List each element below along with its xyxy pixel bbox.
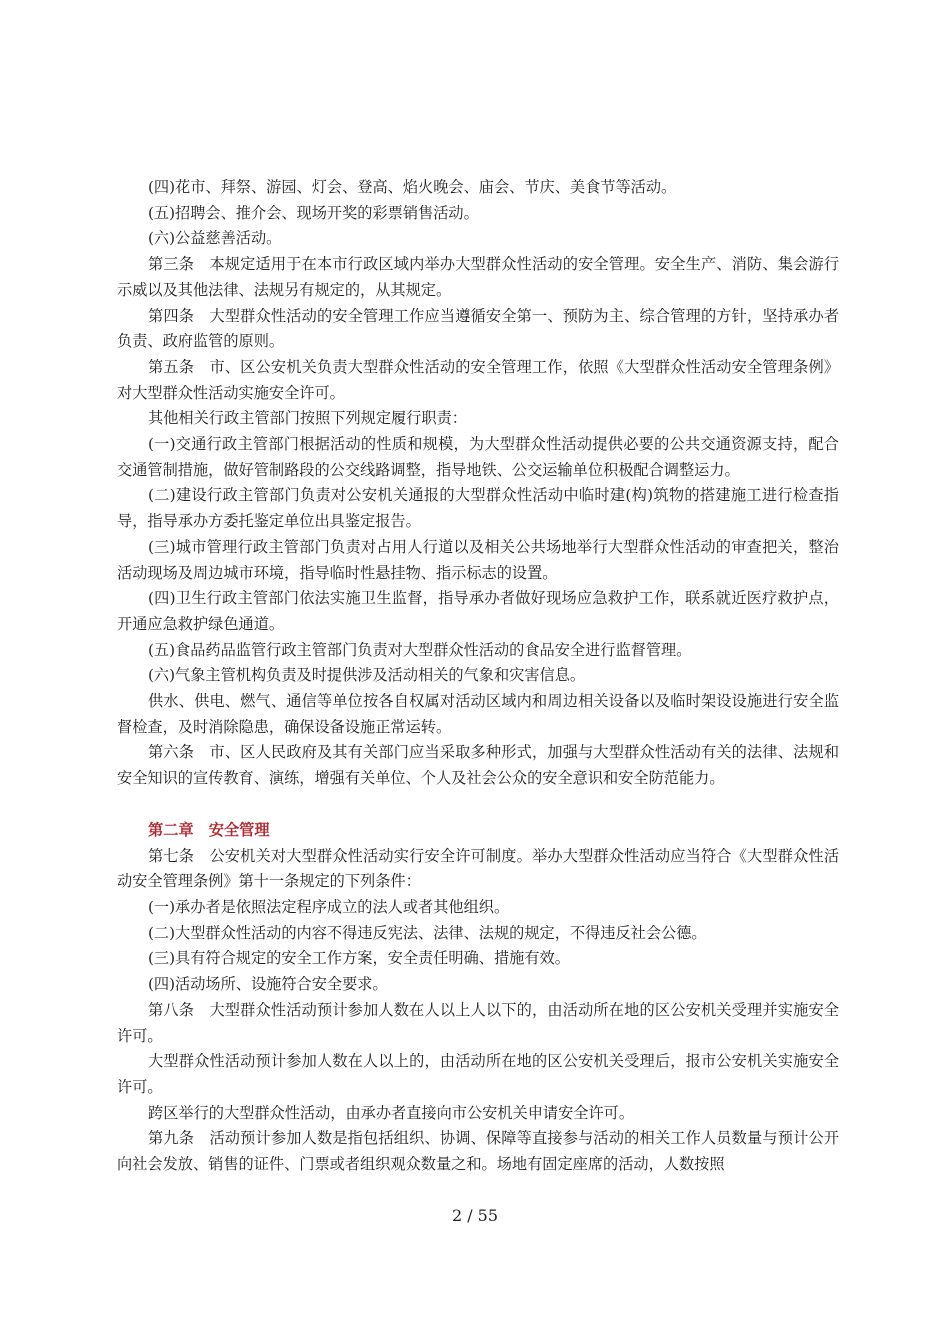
paragraph: (六)公益慈善活动。 [148,229,282,248]
paragraph: 跨区举行的大型群众性活动，由承办者直接向市公安机关申请安全许可。 [148,1103,634,1122]
paragraph: 第五条 市、区公安机关负责大型群众性活动的安全管理工作，依照《大型群众性活动安全管理条例》对大型群众性活动实施安全许可。 [117,357,839,402]
paragraph: 第四条 大型群众性活动的安全管理工作应当遵循安全第一、预防为主、综合管理的方针，坚持承办者负责、政府监管的原则。 [117,306,839,351]
paragraph: 第六条 市、区人民政府及其有关部门应当采取多种形式，加强与大型群众性活动有关的法律、法规和安全知识的宣传教育、演练，增强有关单位、个人及社会公众的安全意识和安全防范能力。 [117,743,839,788]
paragraph: (四)花市、拜祭、游园、灯会、登高、焰火晚会、庙会、节庆、美食节等活动。 [148,178,677,196]
paragraph: 第七条 公安机关对大型群众性活动实行安全许可制度。举办大型群众性活动应当符合《大型群众性活动安全管理条例》第十一条规定的下列条件： [117,846,839,891]
paragraph: 其他相关行政主管部门按照下列规定履行职责： [148,409,467,428]
paragraph: (一)交通行政主管部门根据活动的性质和规模，为大型群众性活动提供必要的公共交通资源支持，配合交通管制措施，做好管制路段的公交线路调整，指导地铁、公交运输单位积极配合调整运力。 [117,435,839,479]
paragraph: (四)卫生行政主管部门依法实施卫生监督，指导承办者做好现场应急救护工作，联系就近医疗救护点，开通应急救护绿色通道。 [117,589,839,633]
section-spacer [117,792,839,818]
paragraph: (五)食品药品监管行政主管部门负责对大型群众性活动的食品安全进行监督管理。 [148,640,692,659]
paragraph: (二)大型群众性活动的内容不得违反宪法、法律、法规的规定，不得违反社会公德。 [148,923,707,942]
paragraph: (六)气象主管机构负责及时提供涉及活动相关的气象和灾害信息。 [148,666,586,685]
paragraph: (五)招聘会、推介会、现场开奖的彩票销售活动。 [148,203,479,222]
page-number: 2 / 55 [451,1206,499,1225]
paragraph: (一)承办者是依照法定程序成立的法人或者其他组织。 [148,897,510,916]
paragraph: 第八条 大型群众性活动预计参加人数在人以上人以下的，由活动所在地的区公安机关受理并实施安全许可。 [117,1000,839,1045]
paragraph: 第九条 活动预计参加人数是指包括组织、协调、保障等直接参与活动的相关工作人员数量与预计公开向社会发放、销售的证件、门票或者组织观众数量之和。场地有固定座席的活动，人数按照 [117,1129,839,1174]
paragraph: (三)城市管理行政主管部门负责对占用人行道以及相关公共场地举行大型群众性活动的审查把关，整治活动现场及周边城市环境，指导临时性悬挂物、指示标志的设置。 [117,537,839,582]
paragraph: 大型群众性活动预计参加人数在人以上的，由活动所在地的区公安机关受理后，报市公安机关实施安全许可。 [117,1052,839,1096]
paragraph: (四)活动场所、设施符合安全要求。 [148,975,388,994]
paragraph: 第三条 本规定适用于在本市行政区域内举办大型群众性活动的安全管理。安全生产、消防、集会游行示威以及其他法律、法规另有规定的，从其规定。 [117,255,839,299]
chapter-heading: 第二章 安全管理 [148,820,270,839]
page-body [117,175,839,1178]
paragraph: (三)具有符合规定的安全工作方案，安全责任明确、措施有效。 [148,949,570,968]
paragraph: (二)建设行政主管部门负责对公安机关通报的大型群众性活动中临时建(构)筑物的搭建施工进行检查指导，指导承办方委托鉴定单位出具鉴定报告。 [117,486,839,531]
paragraph: 供水、供电、燃气、通信等单位按各自权属对活动区域内和周边相关设备以及临时架设设施进行安全监督检查，及时消除隐患，确保设备设施正常运转。 [117,692,839,736]
